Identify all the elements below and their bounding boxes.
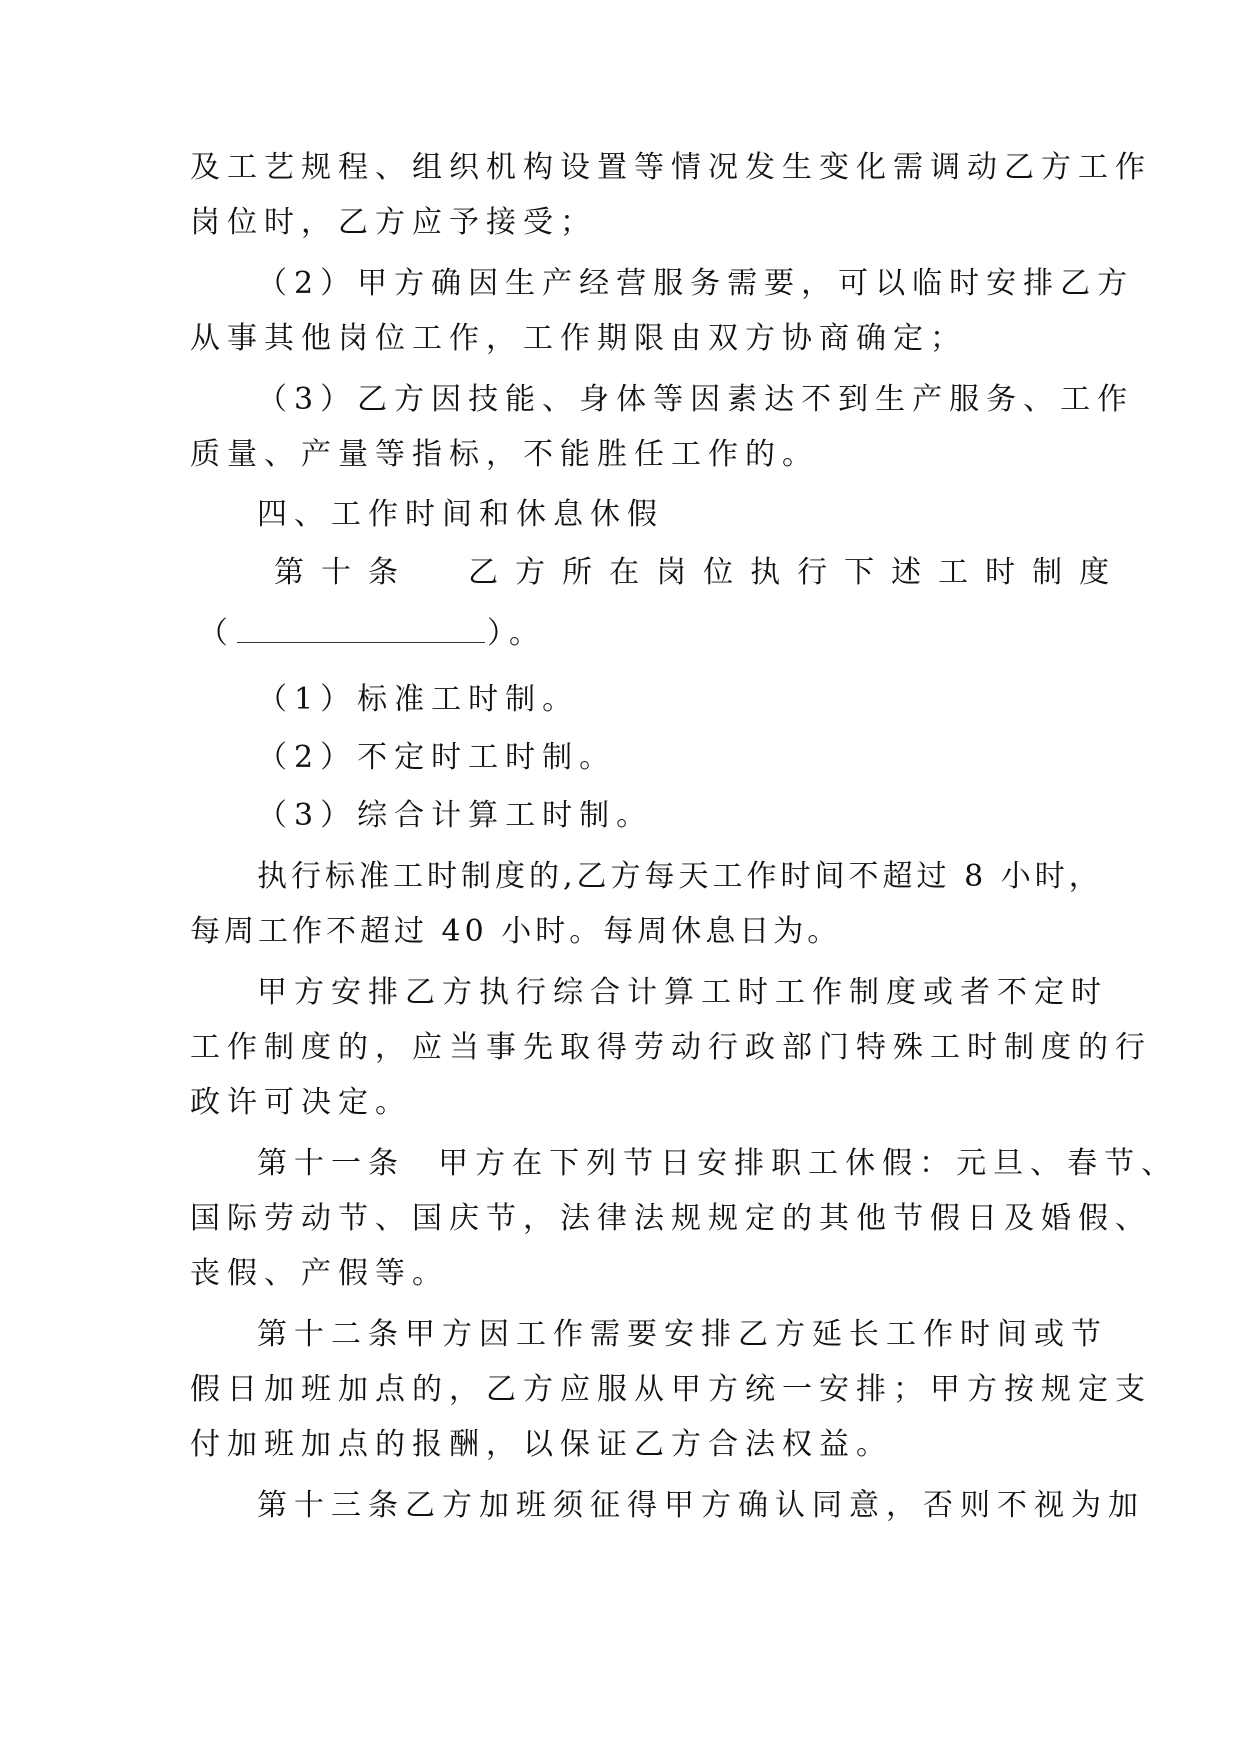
text-line: 付加班加点的报酬，以保证乙方合法权益。 (190, 1427, 893, 1462)
text-line: 假日加班加点的，乙方应服从甲方统一安排；甲方按规定支 (190, 1372, 1152, 1407)
list-item: （1）标准工时制。 (257, 682, 580, 717)
blank-field[interactable] (237, 612, 485, 643)
text-line: （3）乙方因技能、身体等因素达不到生产服务、工作 (257, 382, 1135, 417)
text-line: 及工艺规程、组织机构设置等情况发生变化需调动乙方工作 (190, 150, 1152, 185)
text-line: 工作制度的，应当事先取得劳动行政部门特殊工时制度的行 (190, 1030, 1152, 1065)
text-line: （2）甲方确因生产经营服务需要，可以临时安排乙方 (257, 266, 1135, 301)
text-line: 政许可决定。 (190, 1085, 412, 1120)
text-line: 从事其他岗位工作，工作期限由双方协商确定； (190, 321, 967, 356)
article-10-heading: 第十条 乙方所在岗位执行下述工时制度 (274, 555, 1127, 590)
close-paren: ）。 (487, 616, 546, 651)
open-paren: （ (198, 616, 235, 651)
text-line: 国际劳动节、国庆节，法律法规规定的其他节假日及婚假、 (190, 1201, 1152, 1236)
text-line: 质量、产量等指标，不能胜任工作的。 (190, 437, 819, 472)
section-heading: 四、工作时间和休息休假 (257, 497, 664, 532)
text-line: 丧假、产假等。 (190, 1256, 449, 1291)
list-item: （3）综合计算工时制。 (257, 798, 654, 833)
article-13: 第十三条乙方加班须征得甲方确认同意，否则不视为加 (257, 1488, 1145, 1523)
text-line: 甲方安排乙方执行综合计算工时工作制度或者不定时 (257, 975, 1108, 1010)
text-line: 每周工作不超过 40 小时。每周休息日为。 (190, 914, 842, 949)
article-12: 第十二条甲方因工作需要安排乙方延长工作时间或节 (257, 1317, 1108, 1352)
article-11: 第十一条 甲方在下列节日安排职工休假：元旦、春节、 (257, 1146, 1179, 1181)
list-item: （2）不定时工时制。 (257, 740, 617, 775)
fill-in-line (198, 612, 1068, 652)
text-line: 执行标准工时制度的,乙方每天工作时间不超过 8 小时， (257, 859, 1103, 894)
text-line: 岗位时，乙方应予接受； (190, 205, 597, 240)
